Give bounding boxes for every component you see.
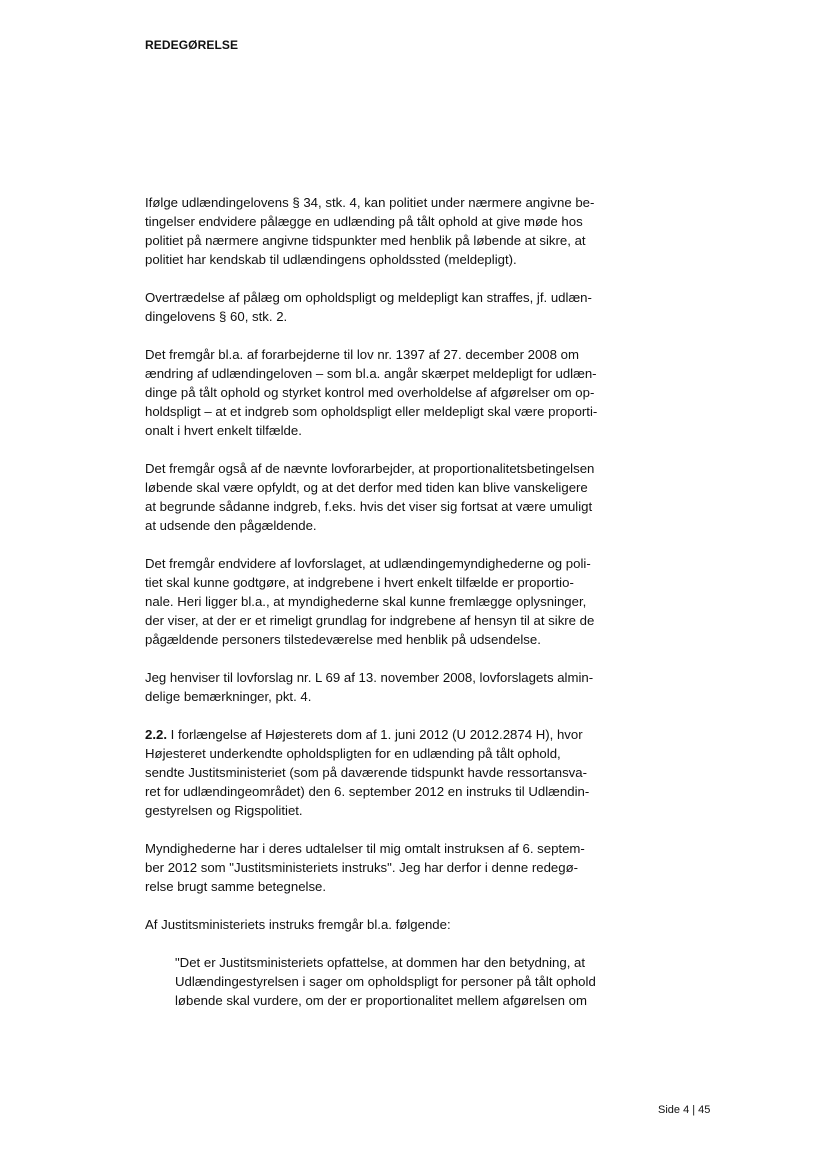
- block-quote: [145, 953, 630, 1010]
- text-line: politiet på nærmere angivne tidspunkter med henblik på løbende at sikre, at: [145, 233, 586, 248]
- text-line: Myndighederne har i deres udtalelser til mig omtalt instruksen af 6. septem-: [145, 841, 585, 856]
- text-line: Det fremgår endvidere af lovforslaget, at udlændingemyndighederne og poli-: [145, 556, 591, 571]
- text-line: Af Justitsministeriets instruks fremgår bl.a. følgende:: [145, 917, 451, 932]
- text-line: politiet har kendskab til udlændingens opholdssted (meldepligt).: [145, 252, 517, 267]
- paragraph-meldepligt: [145, 193, 630, 269]
- text-line: der viser, at der er et rimeligt grundlag for indgrebene af hensyn til at sikre de: [145, 613, 595, 628]
- text-line: Jeg henviser til lovforslag nr. L 69 af 13. november 2008, lovforslagets almin-: [145, 670, 594, 685]
- text-line: [145, 725, 630, 744]
- text-line: dingelovens § 60, stk. 2.: [145, 309, 288, 324]
- text-line: "Det er Justitsministeriets opfattelse, at dommen har den betydning, at: [175, 955, 586, 970]
- text-line: holdspligt – at et indgreb som opholdspligt eller meldepligt skal være proporti-: [145, 404, 598, 419]
- text-line: nale. Heri ligger bl.a., at myndighederne skal kunne fremlægge oplysninger,: [145, 594, 587, 609]
- text-line: løbende skal være opfyldt, og at det derfor med tiden kan blive vanskeligere: [145, 480, 588, 495]
- text-line: onalt i hvert enkelt tilfælde.: [145, 423, 302, 438]
- paragraph-section-2-2: [145, 725, 630, 820]
- text-line: Udlændingestyrelsen i sager om opholdspligt for personer på tålt ophold: [175, 974, 596, 989]
- text-line: relse brugt samme betegnelse.: [145, 879, 327, 894]
- text-line: tingelser endvidere pålægge en udlænding på tålt ophold at give møde hos: [145, 214, 583, 229]
- text-line: Ifølge udlændingelovens § 34, stk. 4, kan politiet under nærmere angivne be-: [145, 195, 595, 210]
- text-line: ændring af udlændingeloven – som bl.a. angår skærpet meldepligt for udlæn-: [145, 366, 597, 381]
- paragraph-forarbejder: [145, 345, 630, 440]
- text-line: ret for udlændingeområdet) den 6. september 2012 en instruks til Udlændin-: [145, 784, 590, 799]
- page-number: Side 4 | 45: [658, 1104, 711, 1116]
- text-line: sendte Justitsministeriet (som på daværende tidspunkt havde ressortansva-: [145, 765, 587, 780]
- text-line: tiet skal kunne godtgøre, at indgrebene i hvert enkelt tilfælde er proportio-: [145, 575, 574, 590]
- text-line: delige bemærkninger, pkt. 4.: [145, 689, 312, 704]
- text-line: ber 2012 som "Justitsministeriets instruks". Jeg har derfor i denne redegø-: [145, 860, 579, 875]
- text-line: at udsende den pågældende.: [145, 518, 317, 533]
- document-header: REDEGØRELSE: [145, 38, 239, 52]
- paragraph-instruks-intro: [145, 915, 630, 934]
- text-line: Det fremgår også af de nævnte lovforarbejder, at proportionalitetsbetingelsen: [145, 461, 595, 476]
- paragraph-lovforslaget: [145, 554, 630, 649]
- paragraph-overtraedelse: [145, 288, 630, 326]
- text-line: Højesteret underkendte opholdspligten for en udlænding på tålt ophold,: [145, 746, 561, 761]
- paragraph-udtalelser: [145, 839, 630, 896]
- text-line: Overtrædelse af pålæg om opholdspligt og meldepligt kan straffes, jf. udlæn-: [145, 290, 592, 305]
- section-number: 2.2.: [145, 727, 167, 742]
- text-line: gestyrelsen og Rigspolitiet.: [145, 803, 303, 818]
- text-line: løbende skal vurdere, om der er proportionalitet mellem afgørelsen om: [175, 993, 587, 1008]
- text-line: pågældende personers tilstedeværelse med henblik på udsendelse.: [145, 632, 541, 647]
- text-line: at begrunde sådanne indgreb, f.eks. hvis det viser sig fortsat at være umuligt: [145, 499, 593, 514]
- paragraph-henvisning: [145, 668, 630, 706]
- text-segment: I forlængelse af Højesterets dom af 1. juni 2012 (U 2012.2874 H), hvor: [167, 727, 583, 742]
- text-line: Det fremgår bl.a. af forarbejderne til lov nr. 1397 af 27. december 2008 om: [145, 347, 579, 362]
- paragraph-proportionalitet: [145, 459, 630, 535]
- document-body: [145, 193, 630, 1029]
- text-line: dinge på tålt ophold og styrket kontrol med overholdelse af afgørelser om op-: [145, 385, 595, 400]
